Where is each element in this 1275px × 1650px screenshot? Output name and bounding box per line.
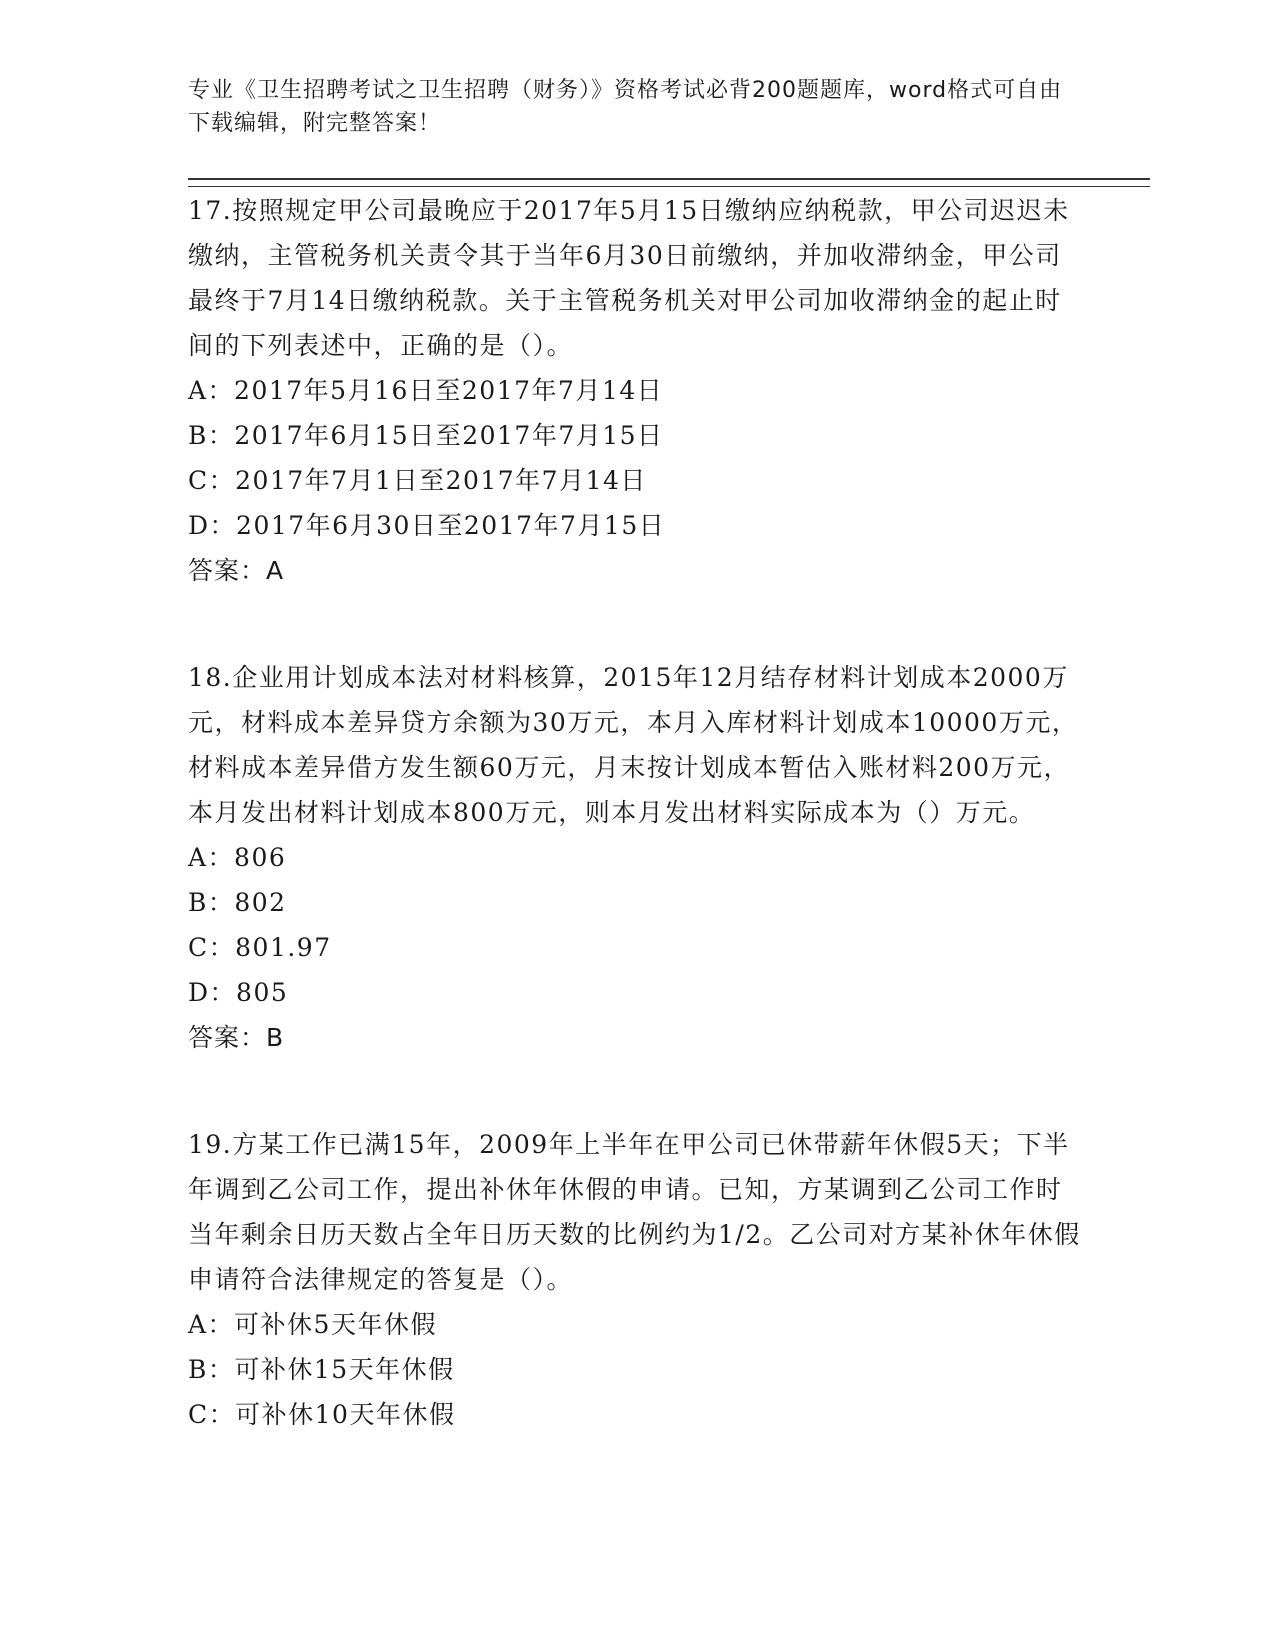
option-a: A：2017年5月16日至2017年7月14日 <box>188 376 664 405</box>
question-list <box>188 188 1088 1499</box>
question-stem: 18.企业用计划成本法对材料核算，2015年12月结存材料计划成本2000万元，材料成本差异贷方余额为30万元，本月入库材料计划成本10000万元，材料成本差异借方发生额60万元，月末按计划成本暂估入账材料200万元，本月发出材料计划成本800万元，则本月发出材料实际成本为（）万元。 <box>188 663 1079 827</box>
option-a: A：可补休5天年休假 <box>188 1310 437 1339</box>
header-divider <box>188 178 1150 187</box>
option-b: B：可补休15天年休假 <box>188 1355 455 1384</box>
question-stem: 19.方某工作已满15年，2009年上半年在甲公司已休带薪年休假5天；下半年调到乙公司工作，提出补休年休假的申请。已知，方某调到乙公司工作时当年剩余日历天数占全年日历天数的比例约为1/2。乙公司对方某补休年休假申请符合法律规定的答复是（）。 <box>188 1130 1081 1294</box>
question-18 <box>188 655 1088 1060</box>
option-b: B：802 <box>188 888 287 917</box>
option-c: C：可补休10天年休假 <box>188 1400 456 1429</box>
option-c: C：2017年7月1日至2017年7月14日 <box>188 466 647 495</box>
option-c: C：801.97 <box>188 933 332 962</box>
option-b: B：2017年6月15日至2017年7月15日 <box>188 421 664 450</box>
question-17 <box>188 188 1088 593</box>
question-stem: 17.按照规定甲公司最晚应于2017年5月15日缴纳应纳税款，甲公司迟迟未缴纳，主管税务机关责令其于当年6月30日前缴纳，并加收滞纳金，甲公司最终于7月14日缴纳税款。关于主管税务机关对甲公司加收滞纳金的起止时间的下列表述中，正确的是（）。 <box>188 196 1070 360</box>
document-header <box>188 74 1068 140</box>
option-d: D：805 <box>188 978 289 1007</box>
answer-line: 答案：A <box>188 556 285 585</box>
option-a: A：806 <box>188 843 287 872</box>
answer-line: 答案：B <box>188 1023 285 1052</box>
document-title: 专业《卫生招聘考试之卫生招聘（财务）》资格考试必背200题题库，word格式可自由下载编辑，附完整答案！ <box>188 78 1063 136</box>
option-d: D：2017年6月30日至2017年7月15日 <box>188 511 666 540</box>
question-19 <box>188 1122 1088 1437</box>
